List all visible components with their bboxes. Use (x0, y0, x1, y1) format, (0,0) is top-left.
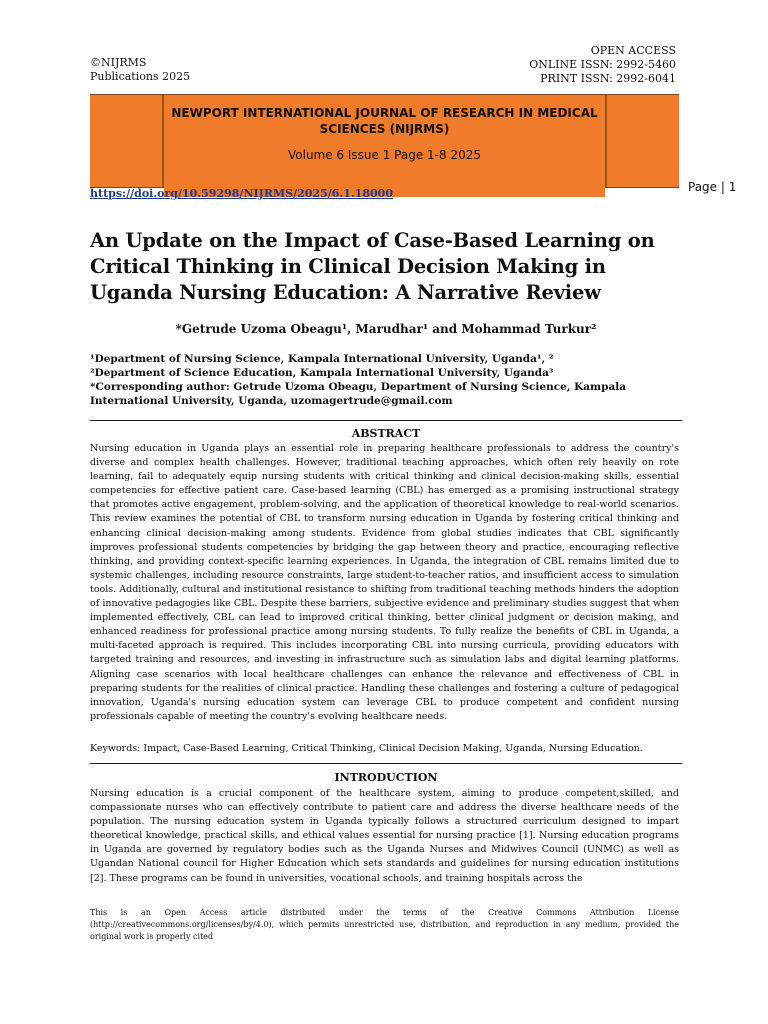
license-footer: This is an Open Access article distributed under the terms of the Creative Commons Attribution License (http://creativecommons.org/licenses/by/4.0), which permits unrestricted use, distribution, and reproduction in any medium, provided the original work is properly cited (90, 908, 679, 941)
section-divider (90, 420, 682, 421)
publisher-block (90, 56, 190, 84)
affiliations (90, 352, 682, 408)
abstract-heading: ABSTRACT (351, 427, 421, 440)
print-issn: PRINT ISSN: 2992-6041 (540, 72, 676, 85)
keywords: Keywords: Impact, Case-Based Learning, Critical Thinking, Clinical Decision Making, Uganda, Nursing Education. (90, 743, 643, 754)
journal-banner (90, 94, 679, 188)
article-title: An Update on the Impact of Case-Based Learning on Critical Thinking in Clinical Decision Making in Uganda Nursing Education: A Narrative Review (90, 229, 655, 304)
affiliation-1: ¹Department of Nursing Science, Kampala International University, Uganda¹, ² (90, 353, 554, 365)
author-list: *Getrude Uzoma Obeagu¹, Marudhar¹ and Mohammad Turkur² (175, 322, 597, 336)
section-divider-2 (90, 763, 682, 764)
copyright-line: ©NIJRMS (90, 56, 147, 69)
volume-info: Volume 6 Issue 1 Page 1-8 2025 (287, 148, 481, 162)
online-issn: ONLINE ISSN: 2992-5460 (529, 58, 676, 71)
page-number: Page | 1 (688, 180, 737, 194)
journal-title: NEWPORT INTERNATIONAL JOURNAL OF RESEARCH IN MEDICAL SCIENCES (NIJRMS) (171, 106, 598, 136)
introduction-body: Nursing education is a crucial component of the healthcare system, aiming to produce competent,skilled, and compassionate nurses who can effectively contribute to patient care and address the diverse healthcare needs of the population. The nursing education system in Uganda typically follows a structured curriculum designed to impart theoretical knowledge, practical skills, and ethical values essential for nursing practice [1]. Nursing education programs in Uganda are governed by regulatory bodies such as the Uganda Nurses and Midwives Council (UNMC) as well as Ugandan National council for Higher Education which sets standards and guidelines for nursing education institutions [2]. These programs can be found in universities, vocational schools, and training hospitals across the (90, 788, 679, 884)
banner-right-cell (605, 95, 679, 187)
doi-link[interactable]: https://doi.org/10.59298/NIJRMS/2025/6.1.18000 (90, 187, 393, 200)
publication-year: Publications 2025 (90, 70, 191, 83)
banner-center-cell (164, 95, 605, 197)
banner-left-cell (90, 95, 164, 187)
affiliation-2: ²Department of Science Education, Kampala International University, Uganda³ (90, 367, 554, 379)
introduction-heading: INTRODUCTION (334, 771, 438, 784)
abstract-body: Nursing education in Uganda plays an essential role in preparing healthcare professionals to address the country's diverse and complex health challenges. However, traditional teaching approaches, which often rely heavily on rote learning, fail to adequately equip nursing students with critical thinking and clinical decision-making skills, essential competencies for effective patient care. Case-based learning (CBL) has emerged as a promising instructional strategy that promotes active engagement, problem-solving, and the application of theoretical knowledge to real-world scenarios. This review examines the potential of CBL to transform nursing education in Uganda by fostering critical thinking and enhancing clinical decision-making among students. Evidence from global studies indicates that CBL significantly improves professional students competencies by bridging the gap between theory and practice, encouraging reflective thinking, and providing context-specific learning experiences. In Uganda, the integration of CBL remains limited due to systemic challenges, including resource constraints, large student-to-teacher ratios, and insufficient access to simulation tools. Additionally, cultural and institutional resistance to shifting from traditional teaching methods hinders the adoption of innovative pedagogies like CBL. Despite these barriers, subjective evidence and preliminary studies suggest that when implemented effectively, CBL can lead to improved critical thinking, better clinical judgment or decision making, and enhanced readiness for professional practice among nursing students. To fully realize the benefits of CBL in Uganda, a multi-faceted approach is required. This includes incorporating CBL into nursing curricula, providing educators with targeted training and resources, and investing in infrastructure such as simulation labs and digital learning platforms. Aligning case scenarios with local healthcare challenges can enhance the relevance and effectiveness of CBL in preparing students for the realities of clinical practice. Handling these challenges and fostering a culture of pedagogical innovation, Uganda's nursing education system can leverage CBL to produce competent and confident nursing professionals capable of meeting the country's evolving healthcare needs. (90, 443, 679, 722)
open-access-label: OPEN ACCESS (590, 44, 676, 57)
corresponding-author: *Corresponding author: Getrude Uzoma Obeagu, Department of Nursing Science, Kampala International University, Uganda, uzomagertrude@gmail.com (90, 381, 627, 407)
issn-block (529, 44, 676, 86)
